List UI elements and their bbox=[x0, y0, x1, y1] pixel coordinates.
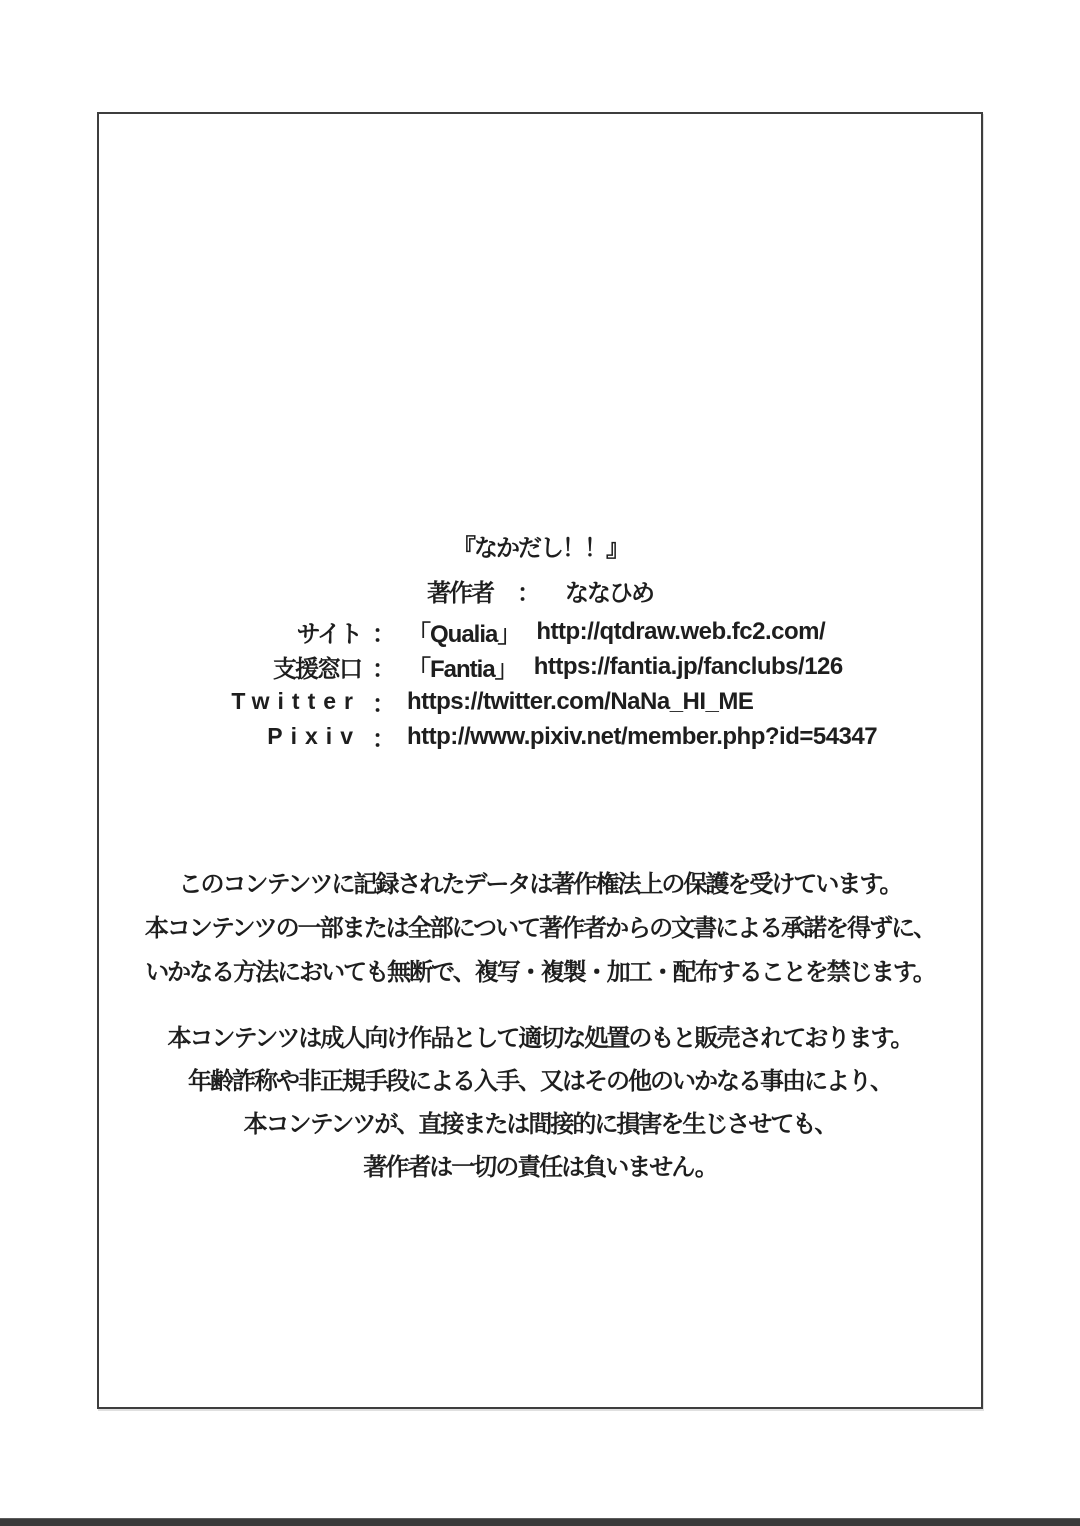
author-separator: ： bbox=[517, 580, 541, 607]
disclaimer-notice-line: 年齢詐称や非正規手段による入手、又はその他のいかなる事由により、 bbox=[188, 1068, 892, 1095]
contact-row-twitter bbox=[99, 684, 981, 719]
copyright-notice-line: 本コンテンツの一部または全部について著作者からの文書による承諾を得ずに、 bbox=[144, 915, 936, 942]
author-label: 著作者 bbox=[427, 580, 493, 607]
contact-separator: ： bbox=[372, 621, 396, 648]
author-line bbox=[99, 573, 981, 608]
contact-site-url: http://qtdraw.web.fc2.com/ bbox=[536, 617, 826, 645]
contact-site-name: 「Qualia」 bbox=[407, 621, 521, 648]
disclaimer-notice-line: 本コンテンツは成人向け作品として適切な処置のもと販売されております。 bbox=[167, 1025, 913, 1052]
contact-fanclub-name: 「Fantia」 bbox=[407, 656, 518, 683]
copyright-notice bbox=[99, 863, 981, 995]
contact-label-fanclub: 支援窓口 bbox=[273, 656, 361, 683]
author-name: ななひめ bbox=[565, 580, 653, 607]
contact-separator: ： bbox=[372, 691, 396, 718]
disclaimer-notice-line: 著作者は一切の責任は負いません。 bbox=[363, 1154, 717, 1181]
contact-label-site: サイト bbox=[296, 621, 361, 648]
contact-pixiv-url: http://www.pixiv.net/member.php?id=54347 bbox=[407, 722, 878, 750]
work-title: 『なかだし！！』 bbox=[452, 535, 628, 562]
contact-block bbox=[99, 614, 981, 754]
contact-fanclub-url: https://fantia.jp/fanclubs/126 bbox=[533, 652, 843, 680]
page-bottom-edge-bar bbox=[0, 1518, 1080, 1526]
contact-separator: ： bbox=[372, 726, 396, 753]
contact-row-pixiv bbox=[99, 719, 981, 754]
contact-label-twitter: Twitter bbox=[231, 688, 361, 714]
colophon-border-box bbox=[97, 112, 983, 1409]
contact-label-pixiv: Pixiv bbox=[267, 723, 361, 749]
disclaimer-notice-line: 本コンテンツが、直接または間接的に損害を生じさせても、 bbox=[243, 1111, 837, 1138]
contact-row-fanclub bbox=[99, 649, 981, 684]
contact-row-site bbox=[99, 614, 981, 649]
contact-twitter-url: https://twitter.com/NaNa_HI_ME bbox=[407, 687, 754, 715]
contact-separator: ： bbox=[372, 656, 396, 683]
copyright-notice-line: このコンテンツに記録されたデータは著作権法上の保護を受けています。 bbox=[178, 871, 902, 898]
copyright-notice-line: いかなる方法においても無断で、複写・複製・加工・配布することを禁じます。 bbox=[145, 959, 935, 986]
disclaimer-notice bbox=[99, 1017, 981, 1189]
